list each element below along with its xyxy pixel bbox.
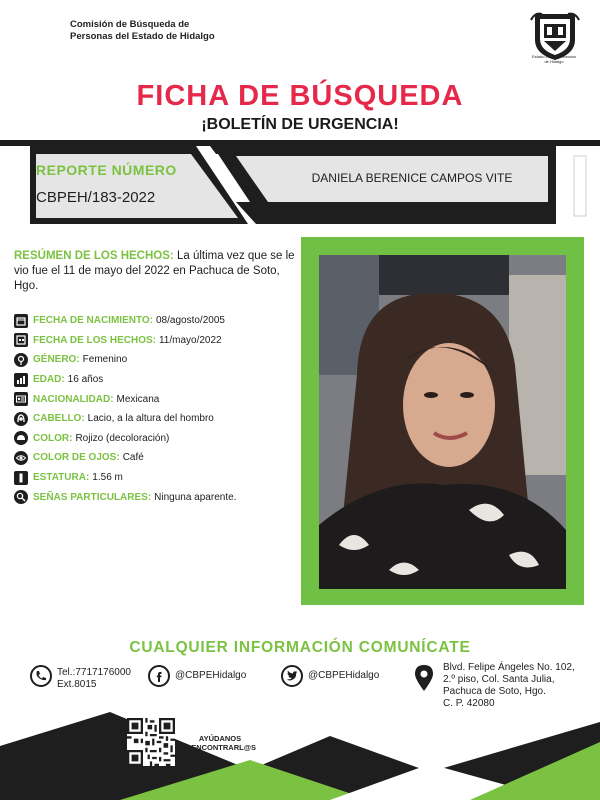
facts-list — [14, 311, 304, 507]
summary-of-facts — [14, 249, 296, 294]
facebook-icon — [148, 665, 170, 687]
fact-value: Café — [122, 452, 144, 464]
fact-label: GÉNERO: — [33, 354, 80, 366]
hair-color-icon — [14, 431, 28, 445]
qr-code-icon[interactable] — [127, 718, 175, 766]
fact-value: 16 años — [67, 374, 104, 386]
fact-value: 1.56 m — [92, 472, 123, 484]
fact-value: Lacio, a la altura del hombro — [87, 413, 214, 425]
help-us-find-them — [184, 734, 256, 752]
fact-height — [14, 468, 304, 488]
report-banner — [0, 140, 600, 230]
fact-eye-color — [14, 448, 304, 468]
fact-label: COLOR DE OJOS: — [33, 452, 120, 464]
bottom-decoration — [0, 712, 600, 800]
fact-gender — [14, 350, 304, 370]
org-line-1: Comisión de Búsqueda de — [70, 19, 190, 30]
fact-label: NACIONALIDAD: — [33, 393, 114, 405]
report-number-value: CBPEH/183-2022 — [36, 189, 156, 206]
fact-label: ESTATURA: — [33, 472, 90, 484]
phone-extension: Ext.8015 — [57, 679, 97, 690]
facebook-handle[interactable]: @CBPEHidalgo — [175, 670, 247, 681]
fact-hair — [14, 409, 304, 429]
report-number-label: REPORTE NÚMERO — [36, 162, 177, 178]
address-line-3: Pachuca de Soto, Hgo. — [443, 686, 546, 697]
fact-value: Ninguna aparente. — [154, 491, 237, 503]
fact-value: Femenino — [82, 354, 128, 366]
phone-number: Tel.:7717176000 — [57, 667, 131, 678]
ruler-icon — [14, 471, 28, 485]
fact-label: CABELLO: — [33, 413, 85, 425]
call-to-action: CUALQUIER INFORMACIÓN COMUNÍCATE — [129, 639, 471, 656]
location-pin-icon — [413, 664, 435, 692]
fact-label: SEÑAS PARTICULARES: — [33, 491, 152, 503]
portrait-image — [319, 255, 566, 589]
fact-label: FECHA DE NACIMIENTO: — [33, 315, 153, 327]
fact-value: Rojizo (decoloración) — [75, 432, 170, 444]
org-line-2: Personas del Estado de Hidalgo — [70, 31, 215, 42]
fact-label: COLOR: — [33, 432, 73, 444]
fact-value: 08/agosto/2005 — [156, 315, 225, 327]
seal-caption — [521, 54, 587, 64]
seal-caption-line-1: Estado Libre y Soberano — [531, 54, 577, 59]
missing-person-photo — [319, 255, 566, 589]
age-bars-icon — [14, 373, 28, 387]
id-card-icon — [14, 392, 28, 406]
fact-hair-color — [14, 429, 304, 449]
fact-value: Mexicana — [116, 393, 160, 405]
address-line-4: C. P. 42080 — [443, 698, 495, 709]
page-title: FICHA DE BÚSQUEDA — [136, 80, 464, 112]
fact-label: FECHA DE LOS HECHOS: — [33, 334, 156, 346]
calendar-icon — [14, 314, 28, 328]
address — [443, 662, 575, 710]
summary-label: RESÚMEN DE LOS HECHOS: — [14, 250, 174, 262]
help-line-2: A ENCONTRARL@S — [184, 743, 257, 752]
hair-icon — [14, 412, 28, 426]
fact-nationality — [14, 389, 304, 409]
fact-birth-date — [14, 311, 304, 331]
missing-person-name: DANIELA BERENICE CAMPOS VITE — [311, 171, 513, 185]
magnifier-icon — [14, 490, 28, 504]
address-line-1: Blvd. Felipe Ángeles No. 102, — [443, 662, 575, 673]
page-subtitle: ¡BOLETÍN DE URGENCIA! — [201, 116, 399, 133]
phone-icon — [30, 665, 52, 687]
seal-caption-line-2: de Hidalgo — [544, 59, 564, 64]
address-line-2: 2.º piso, Col. Santa Julia, — [443, 674, 555, 685]
fact-age — [14, 370, 304, 390]
gender-icon — [14, 353, 28, 367]
twitter-handle[interactable]: @CBPEHidalgo — [308, 670, 380, 681]
fact-distinguishing-marks — [14, 487, 304, 507]
eye-icon — [14, 451, 28, 465]
fact-event-date — [14, 331, 304, 351]
twitter-icon — [281, 665, 303, 687]
calendar-event-icon — [14, 333, 28, 347]
summary-text: La última vez que se le vio fue el 11 de mayo del 2022 en Pachuca de Soto, Hgo. — [14, 250, 295, 292]
fact-value: 11/mayo/2022 — [158, 334, 222, 346]
help-line-1: AYÚDANOS — [198, 734, 242, 743]
fact-label: EDAD: — [33, 374, 65, 386]
organization-name — [70, 19, 215, 43]
phone-contact[interactable] — [57, 667, 131, 691]
